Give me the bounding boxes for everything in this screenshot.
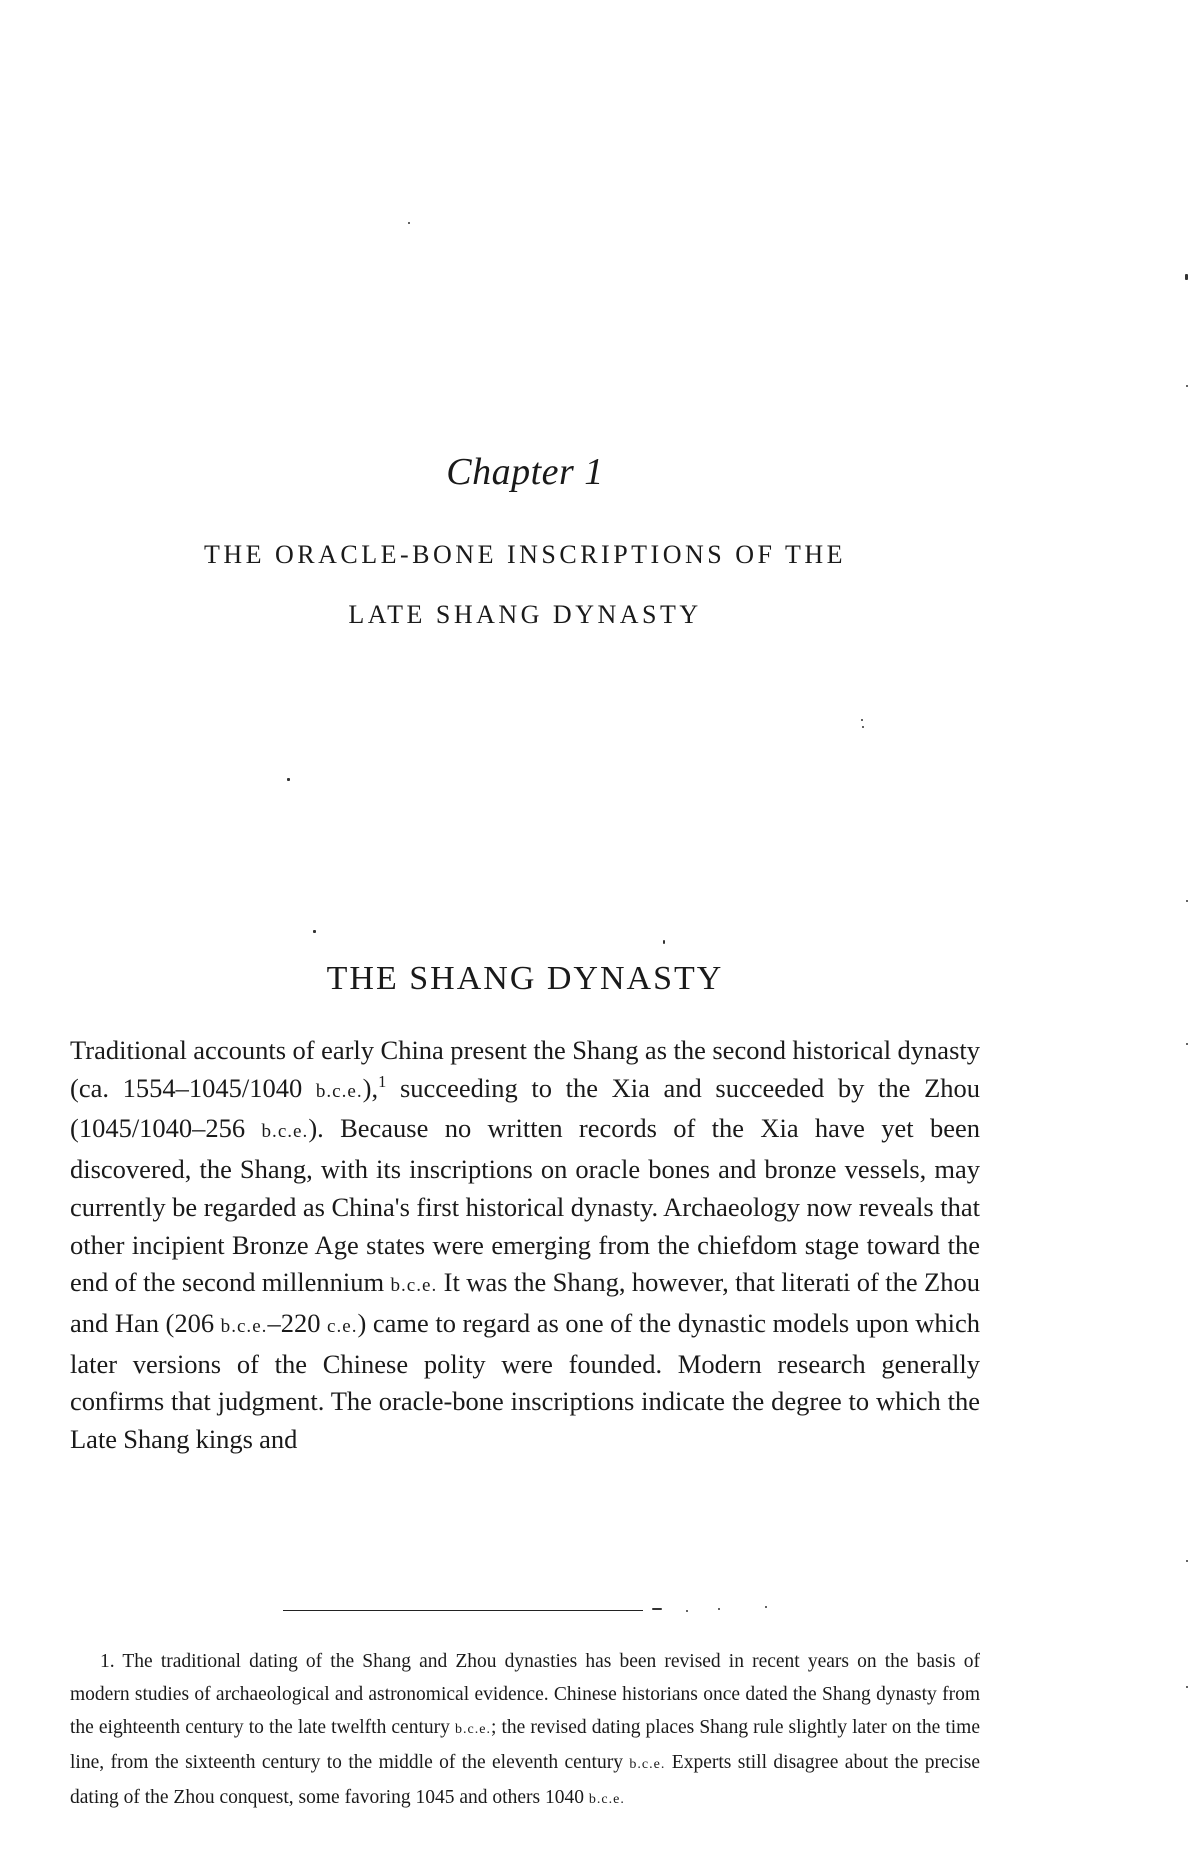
era-abbreviation: b.c.e. <box>390 1275 438 1297</box>
body-text-run: –220 <box>267 1307 328 1338</box>
scan-speck <box>1186 1043 1188 1045</box>
body-text-run: It was the Shang, however, that literati of the Zhou and Han (206 <box>70 1267 980 1338</box>
scan-speck <box>1186 1686 1188 1688</box>
scan-speck <box>1185 274 1188 280</box>
era-abbreviation: b.c.e. <box>629 1756 666 1772</box>
footnote-divider <box>283 1610 643 1611</box>
scan-speck <box>287 778 290 781</box>
body-paragraph <box>70 1032 980 1459</box>
scan-speck <box>1186 385 1188 387</box>
body-text-run: ). Because no written records of the Xia have yet been discovered, the Shang, with its inscriptions on oracle bones and bronze vessels, may currently be regarded as China's first historical dynasty. Archaeology now reveals that other incipient Bronze Age states were emerging from the chiefdom stage toward the end of the second millennium <box>70 1113 980 1298</box>
footnote-text-run: ; the revised dating places Shang rule slightly later on the time line, from the sixteenth century to the middle of the eleventh century <box>70 1717 980 1773</box>
scan-speck <box>765 1606 767 1608</box>
scan-speck <box>663 940 665 944</box>
section-heading: THE SHANG DYNASTY <box>326 960 724 997</box>
era-abbreviation: c.e. <box>327 1315 358 1337</box>
chapter-title-line1: THE ORACLE-BONE INSCRIPTIONS OF THE <box>203 540 847 569</box>
footnote-number: 1. <box>100 1651 115 1672</box>
era-abbreviation: b.c.e. <box>588 1791 625 1807</box>
footnote-text-run: Experts still disagree about the precise dating of the Zhou conquest, some favoring 1045 and others 1040 <box>70 1752 980 1808</box>
era-abbreviation: b.c.e. <box>454 1721 491 1737</box>
chapter-label: Chapter 1 <box>446 451 604 493</box>
scan-speck <box>1186 1560 1188 1562</box>
scan-speck <box>313 930 316 933</box>
footnote-reference[interactable]: 1 <box>378 1071 387 1091</box>
era-abbreviation: b.c.e. <box>220 1315 268 1337</box>
scan-speck <box>1186 900 1188 902</box>
scan-speck <box>861 719 863 721</box>
scan-speck <box>652 1608 662 1610</box>
body-text-run: ), <box>362 1072 379 1103</box>
scan-speck <box>686 1610 688 1612</box>
body-text-run: succeeding to the Xia and succeeded by the Zhou (1045/1040–256 <box>70 1072 981 1144</box>
era-abbreviation: b.c.e. <box>261 1121 309 1143</box>
era-abbreviation: b.c.e. <box>315 1080 363 1102</box>
body-text-run: Traditional accounts of early China present the Shang as the second historical dynasty (ca. 1554–1045/1040 <box>70 1035 980 1103</box>
scan-speck <box>408 222 410 224</box>
footnote <box>70 1645 980 1816</box>
footnote-text-run: The traditional dating of the Shang and Zhou dynasties has been revised in recent years on the basis of modern studies of archaeological and astronomical evidence. Chinese historians once dated the Shang dynasty from the eighteenth century to the late twelfth century <box>70 1651 980 1738</box>
body-text-run: ) came to regard as one of the dynastic models upon which later versions of the Chinese polity were founded. Modern research generally confirms that judgment. The oracle-bone inscriptions indicate the degree to which the Late Shang kings and <box>70 1307 981 1455</box>
scan-speck <box>718 1608 720 1610</box>
chapter-title-line2: LATE SHANG DYNASTY <box>348 600 702 629</box>
scan-speck <box>862 726 864 728</box>
